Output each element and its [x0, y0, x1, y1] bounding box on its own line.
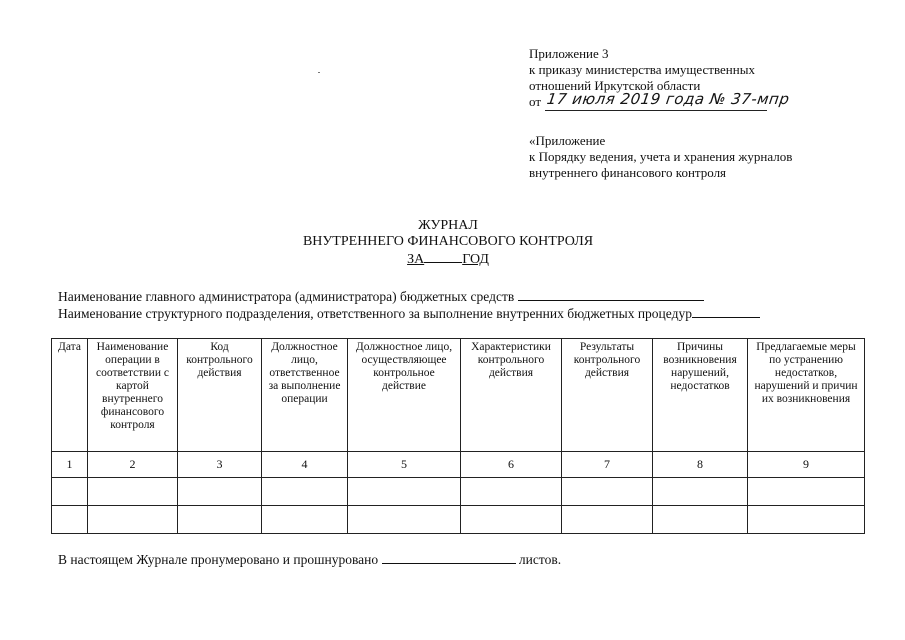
- column-number: 9: [748, 452, 865, 478]
- appendix-date-line: [529, 90, 889, 110]
- handwritten-date: 17 июля 2019 года № 37-мпр: [545, 90, 791, 108]
- admin-line-1: [58, 288, 760, 305]
- header-cell: Предлагаемые меры по устранению недостатков, нарушений и причин их возникновения: [748, 339, 865, 452]
- table-row: [52, 506, 865, 534]
- admin-lines: [58, 288, 760, 322]
- table-cell: [653, 506, 748, 534]
- admin-line-1-blank: [518, 288, 704, 301]
- appendix-block: [529, 46, 889, 110]
- header-cell: Результаты контрольного действия: [562, 339, 653, 452]
- admin-line-2-blank: [692, 305, 760, 318]
- table-cell: [262, 506, 348, 534]
- table-row: [52, 478, 865, 506]
- admin-line-2-text: Наименование структурного подразделения, ответственного за выполнение внутренних бюджетных процедур: [58, 306, 692, 321]
- footer-sheets-blank: [382, 551, 516, 564]
- table-cell: [748, 506, 865, 534]
- date-underline: [545, 110, 767, 111]
- table-cell: [748, 478, 865, 506]
- appendix-quote-line-2: к Порядку ведения, учета и хранения журналов: [529, 149, 793, 164]
- appendix-quote-line-3: внутреннего финансового контроля: [529, 165, 727, 180]
- column-number: 3: [178, 452, 262, 478]
- title-year-left: ЗА: [407, 252, 425, 267]
- title-line-1: ЖУРНАЛ: [418, 218, 478, 233]
- table-cell: [461, 478, 562, 506]
- column-number: 7: [562, 452, 653, 478]
- column-number: 8: [653, 452, 748, 478]
- journal-title: [248, 218, 648, 268]
- header-cell: Должностное лицо, ответственное за выполнение операции: [262, 339, 348, 452]
- title-year-right: ГОД: [462, 252, 489, 267]
- table-cell: [52, 506, 88, 534]
- table-cell: [461, 506, 562, 534]
- header-cell: Должностное лицо, осуществляющее контрольное действие: [348, 339, 461, 452]
- header-cell: Характеристики контрольного действия: [461, 339, 562, 452]
- title-line-2: ВНУТРЕННЕГО ФИНАНСОВОГО КОНТРОЛЯ: [302, 234, 594, 249]
- column-number: 4: [262, 452, 348, 478]
- table-cell: [262, 478, 348, 506]
- appendix-line-1: Приложение 3: [529, 46, 609, 61]
- column-number: 2: [88, 452, 178, 478]
- appendix-line-2: к приказу министерства имущественных: [529, 62, 755, 77]
- table-cell: [653, 478, 748, 506]
- column-number: 5: [348, 452, 461, 478]
- column-number: 6: [461, 452, 562, 478]
- table-cell: [562, 478, 653, 506]
- table-cell: [178, 506, 262, 534]
- header-cell: Дата: [52, 339, 88, 452]
- table-cell: [88, 478, 178, 506]
- table-cell: [348, 478, 461, 506]
- admin-line-2: [58, 305, 760, 322]
- footer-text-after: листов.: [518, 552, 562, 567]
- header-cell: Причины возникновения нарушений, недостатков: [653, 339, 748, 452]
- table-cell: [348, 506, 461, 534]
- year-blank: [424, 250, 462, 263]
- stray-mark: [318, 72, 320, 73]
- table-header-row: [52, 339, 865, 452]
- table-cell: [178, 478, 262, 506]
- title-year-line: [248, 250, 648, 268]
- column-number-row: [52, 452, 865, 478]
- table-cell: [88, 506, 178, 534]
- appendix-date-prefix: от: [529, 94, 542, 109]
- footer-text-before: В настоящем Журнале пронумеровано и прошнуровано: [58, 552, 379, 567]
- header-cell: Наименование операции в соответствии с картой внутреннего финансового контроля: [88, 339, 178, 452]
- appendix-quote-line-1: «Приложение: [529, 133, 606, 148]
- column-number: 1: [52, 452, 88, 478]
- table-cell: [562, 506, 653, 534]
- admin-line-1-text: Наименование главного администратора (администратора) бюджетных средств: [58, 289, 515, 304]
- appendix-quote-block: [529, 133, 889, 181]
- footer-line: [58, 551, 561, 568]
- table-cell: [52, 478, 88, 506]
- journal-table: [51, 338, 865, 534]
- appendix-line-3: отношений Иркутской области: [529, 78, 701, 93]
- header-cell: Код контрольного действия: [178, 339, 262, 452]
